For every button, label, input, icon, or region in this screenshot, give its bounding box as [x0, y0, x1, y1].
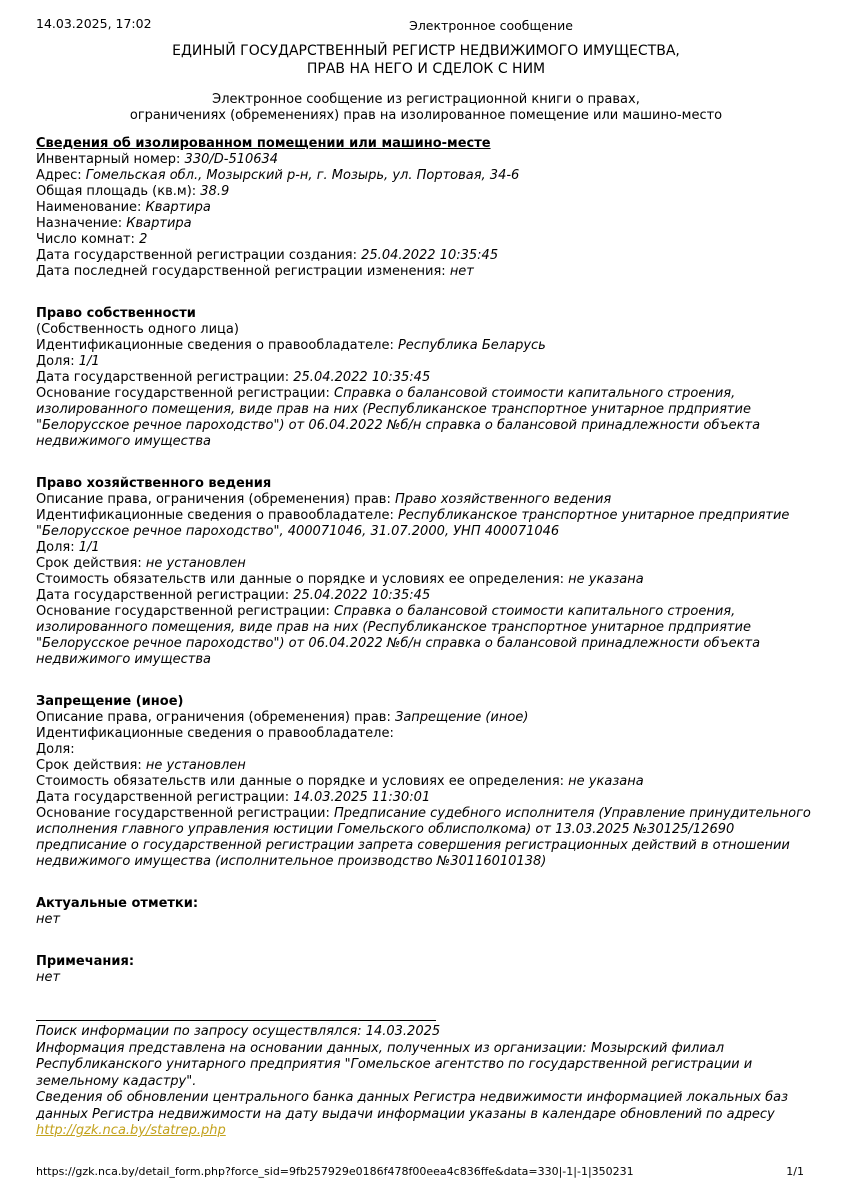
field-label: Срок действия: [36, 758, 146, 773]
field-row [36, 774, 816, 790]
field-label: Дата государственной регистрации: [36, 588, 294, 603]
field-value: Гомельская обл., Мозырский р-н, г. Мозырь, ул. Портовая, 34-6 [85, 168, 520, 183]
field-label: Число комнат: [36, 232, 140, 247]
source-url: https://gzk.nca.by/detail_form.php?force_sid=9fb257929e0186f478f00eea4c836ffe&data=330|-1|-1|350231 [36, 1165, 634, 1178]
field-row [36, 970, 816, 986]
field-value: 14.03.2025 11:30:01 [293, 790, 431, 805]
field-row [36, 758, 816, 774]
section-economic-management-right [36, 476, 816, 668]
section-prohibition [36, 694, 816, 870]
page-number: 1/1 [786, 1165, 804, 1178]
field-value: не указана [568, 572, 644, 587]
section-ownership-right [36, 306, 816, 450]
field-value: не указана [568, 774, 644, 789]
field-label: Доля: [36, 742, 75, 757]
field-value: нет [449, 264, 474, 279]
document-footer [36, 1020, 816, 1140]
field-label: Описание права, ограничения (обременения) прав: [36, 710, 395, 725]
section-header: Право хозяйственного ведения [36, 476, 272, 491]
field-value: 1/1 [78, 540, 100, 555]
field-row [36, 232, 816, 248]
field-row [36, 200, 816, 216]
registry-title-line2: ПРАВ НА НЕГО И СДЕЛОК С НИМ [306, 60, 546, 77]
field-value: не установлен [145, 758, 246, 773]
field-row [36, 386, 816, 450]
field-row [36, 710, 816, 726]
field-value: 25.04.2022 10:35:45 [361, 248, 499, 263]
field-row [36, 354, 816, 370]
print-timestamp: 14.03.2025, 17:02 [36, 16, 152, 31]
field-value: Право хозяйственного ведения [394, 492, 612, 507]
field-row [36, 338, 816, 354]
field-value: 25.04.2022 10:35:45 [293, 370, 431, 385]
section-actual-marks [36, 896, 816, 928]
field-label: Стоимость обязательств или данные о порядке и условиях ее определения: [36, 774, 569, 789]
field-row [36, 912, 816, 928]
document-page [36, 14, 816, 1140]
field-value: Справка о балансовой стоимости капитального строения, изолированного помещения, виде прав на них (Республиканское транспортное унитарное прдприятие "Белорусское речное пароходство") от 06.04.2022 №б/н справка о балансовой принадлежности объекта недвижимого имущества [36, 386, 761, 449]
field-row [36, 152, 816, 168]
separator-line [36, 1020, 436, 1021]
section-header: Актуальные отметки: [36, 896, 199, 911]
field-row [36, 604, 816, 668]
field-row [36, 540, 816, 556]
info-source-line: Информация представлена на основании данных, полученных из организации: Мозырский филиал Республиканского унитарного предприятия "Гомельское агентство по государственной регистрации и земельному кадастру". [36, 1040, 753, 1089]
field-row [36, 492, 816, 508]
field-row [36, 248, 816, 264]
field-row [36, 508, 816, 540]
field-row [36, 216, 816, 232]
field-value: нет [36, 970, 61, 985]
sections-container [36, 136, 816, 986]
statrep-link[interactable]: http://gzk.nca.by/statrep.php [36, 1123, 226, 1138]
registry-title-line1: ЕДИНЫЙ ГОСУДАРСТВЕННЫЙ РЕГИСТР НЕДВИЖИМОГО ИМУЩЕСТВА, [172, 43, 680, 59]
section-header: Сведения об изолированном помещении или машино-месте [36, 136, 491, 151]
field-label: Наименование: [36, 200, 146, 215]
field-label: Дата последней государственной регистрации изменения: [36, 264, 450, 279]
field-value: 1/1 [78, 354, 100, 369]
field-row [36, 588, 816, 604]
field-label: Назначение: [36, 216, 127, 231]
field-label: Стоимость обязательств или данные о порядке и условиях ее определения: [36, 572, 569, 587]
field-row [36, 726, 816, 742]
field-value: 25.04.2022 10:35:45 [293, 588, 431, 603]
field-label: Основание государственной регистрации: [36, 604, 335, 619]
field-label: Адрес: [36, 168, 86, 183]
field-label: Дата государственной регистрации создания: [36, 248, 362, 263]
field-label: (Собственность одного лица) [36, 322, 239, 337]
field-label: Инвентарный номер: [36, 152, 185, 167]
field-label: Идентификационные сведения о правообладателе: [36, 338, 398, 353]
field-label: Идентификационные сведения о правообладателе: [36, 726, 394, 741]
search-date-line: Поиск информации по запросу осуществлялся: 14.03.2025 [36, 1024, 441, 1039]
field-label: Дата государственной регистрации: [36, 790, 294, 805]
field-label: Общая площадь (кв.м): [36, 184, 201, 199]
registry-subtitle-line2: ограничениях (обременениях) прав на изолированное помещение или машино-место [129, 108, 723, 123]
field-label: Срок действия: [36, 556, 146, 571]
field-value: 38.9 [200, 184, 230, 199]
section-premises-info [36, 136, 816, 280]
field-label: Доля: [36, 354, 79, 369]
print-footer [36, 1165, 804, 1178]
field-value: Квартира [145, 200, 211, 215]
field-row [36, 184, 816, 200]
field-row [36, 370, 816, 386]
field-label: Идентификационные сведения о правообладателе: [36, 508, 398, 523]
field-row [36, 264, 816, 280]
print-header [36, 14, 816, 31]
field-row [36, 322, 816, 338]
field-value: Республика Беларусь [397, 338, 546, 353]
field-label: Основание государственной регистрации: [36, 386, 335, 401]
field-value: Республиканское транспортное унитарное предприятие "Белорусское речное пароходство", 400071046, 31.07.2000, УНП 400071046 [36, 508, 790, 539]
field-value: 330/D-510634 [184, 152, 279, 167]
section-header: Право собственности [36, 306, 196, 321]
field-value: Запрещение (иное) [394, 710, 529, 725]
field-row [36, 168, 816, 184]
field-row [36, 572, 816, 588]
document-type-label: Электронное сообщение [409, 18, 573, 33]
field-value: Предписание судебного исполнителя (Управление принудительного исполнения главного управления юстиции Гомельского облисполкома) от 13.03.2025 №30125/12690 предписание о государственной регистрации запрета совершения регистрационных действий в отношении недвижимого имущества (исполнительное производство №30116010138) [36, 806, 811, 869]
field-label: Описание права, ограничения (обременения) прав: [36, 492, 395, 507]
section-header: Примечания: [36, 954, 135, 969]
registry-subtitle [36, 92, 816, 124]
field-row [36, 790, 816, 806]
field-value: нет [36, 912, 61, 927]
field-value: Справка о балансовой стоимости капитального строения, изолированного помещения, виде прав на них (Республиканское транспортное унитарное прдприятие "Белорусское речное пароходство") от 06.04.2022 №б/н справка о балансовой принадлежности объекта недвижимого имущества [36, 604, 761, 667]
field-value: 2 [139, 232, 148, 247]
field-value: не установлен [145, 556, 246, 571]
field-label: Основание государственной регистрации: [36, 806, 335, 821]
update-info-line: Сведения об обновлении центрального банка данных Регистра недвижимости информацией локальных баз данных Регистра недвижимости на дату выдачи информации указаны в календаре обновлений по адресу [36, 1090, 789, 1122]
registry-subtitle-line1: Электронное сообщение из регистрационной книги о правах, [212, 92, 640, 107]
field-row [36, 806, 816, 870]
field-row [36, 556, 816, 572]
section-header: Запрещение (иное) [36, 694, 184, 709]
field-row [36, 742, 816, 758]
field-value: Квартира [126, 216, 192, 231]
field-label: Дата государственной регистрации: [36, 370, 294, 385]
section-notes [36, 954, 816, 986]
registry-title [36, 43, 816, 78]
field-label: Доля: [36, 540, 79, 555]
